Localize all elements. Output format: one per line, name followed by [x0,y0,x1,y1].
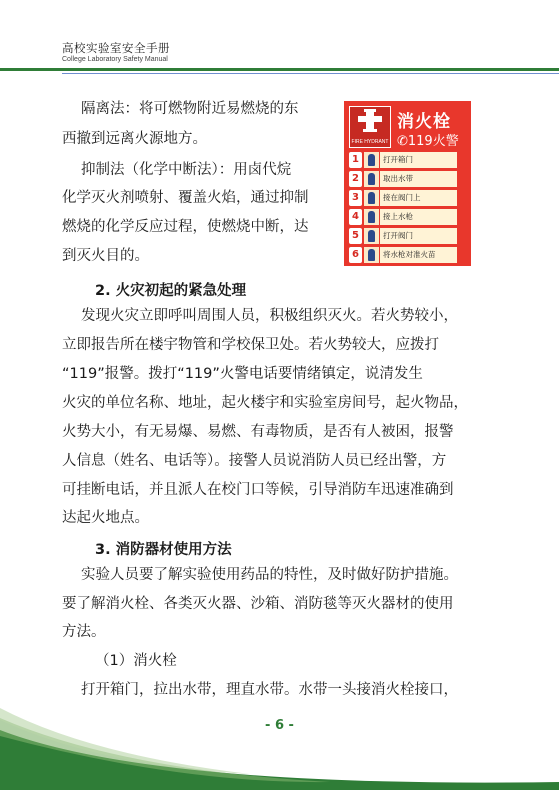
sign-hydrant-label: FIRE HYDRANT [351,139,389,145]
body-line: 立即报告所在楼宇物管和学校保卫处。若火势较大，应拨打 [62,337,439,353]
body-line: 抑制法（化学中断法）：用卤代烷 [81,162,292,178]
body-line: 火势大小，有无易爆、易燃、有毒物质，是否有人被困，报警 [62,424,454,440]
body-line: 实验人员要了解实验使用药品的特性，及时做好防护措施。 [81,567,458,583]
step-label: 将水枪对准火苗 [380,247,457,263]
step-number: 3 [349,190,362,206]
body-line: 方法。 [62,624,106,640]
body-line: 到灭火目的。 [62,248,149,264]
step-number: 1 [349,152,362,168]
fire-hydrant-sign [344,101,471,266]
body-line: 可挂断电话，并且派人在校门口等候，引导消防车迅速准确到 [62,482,454,498]
body-line: 要了解消火栓、各类灭火器、沙箱、消防毯等灭火器材的使用 [62,596,454,612]
step-person-icon [364,247,379,263]
sign-step [349,247,466,265]
body-line: 化学灭火剂喷射、覆盖火焰，通过抑制 [62,190,309,206]
step-person-icon [364,152,379,168]
step-number: 4 [349,209,362,225]
sign-step [349,228,466,246]
step-person-icon [364,209,379,225]
step-number: 2 [349,171,362,187]
body-line: 发现火灾立即呼叫周围人员，积极组织灭火。若火势较小， [81,308,458,324]
footer-green-swoosh [0,700,559,790]
step-label: 打开箱门 [380,152,457,168]
section-heading-3: 3. 消防器材使用方法 [95,542,232,558]
sign-step [349,190,466,208]
hydrant-graphic [350,107,390,135]
step-person-icon [364,190,379,206]
body-line: 西撤到远离火源地方。 [62,131,207,147]
sub-heading: （1）消火栓 [95,653,177,669]
sign-step [349,209,466,227]
step-person-icon [364,228,379,244]
step-label: 接上水枪 [380,209,457,225]
page-number: - 6 - [265,718,294,733]
sign-step [349,152,466,170]
fire-hydrant-icon [349,106,391,148]
step-label: 取出水带 [380,171,457,187]
body-line: 隔离法：将可燃物附近易燃烧的东 [81,101,299,117]
sign-title: 消火栓 [397,112,451,132]
sign-steps [349,152,466,266]
step-person-icon [364,171,379,187]
body-line: “119”报警。拨打“119”火警电话要情绪镇定，说清发生 [62,366,423,382]
sign-step [349,171,466,189]
header-green-bar [0,68,559,71]
body-line: 燃烧的化学反应过程，使燃烧中断，达 [62,219,309,235]
header-blue-line [62,73,559,74]
header-title: 高校实验室安全手册 [62,41,170,55]
step-label: 接在阀门上 [380,190,457,206]
sign-header [349,106,466,148]
step-label: 打开阀门 [380,228,457,244]
step-number: 5 [349,228,362,244]
header-rule [0,68,559,74]
body-line: 人信息（姓名、电话等）。接警人员说消防人员已经出警，方 [62,453,447,469]
step-number: 6 [349,247,362,263]
sign-phone: ✆119火警 [397,134,459,149]
body-line: 火灾的单位名称、地址，起火楼宇和实验室房间号，起火物品， [62,395,468,411]
section-heading-2: 2. 火灾初起的紧急处理 [95,283,247,299]
header-subtitle: College Laboratory Safety Manual [62,56,168,63]
body-line: 打开箱门，拉出水带，理直水带。水带一头接消火栓接口， [81,682,458,698]
body-line: 达起火地点。 [62,510,149,526]
